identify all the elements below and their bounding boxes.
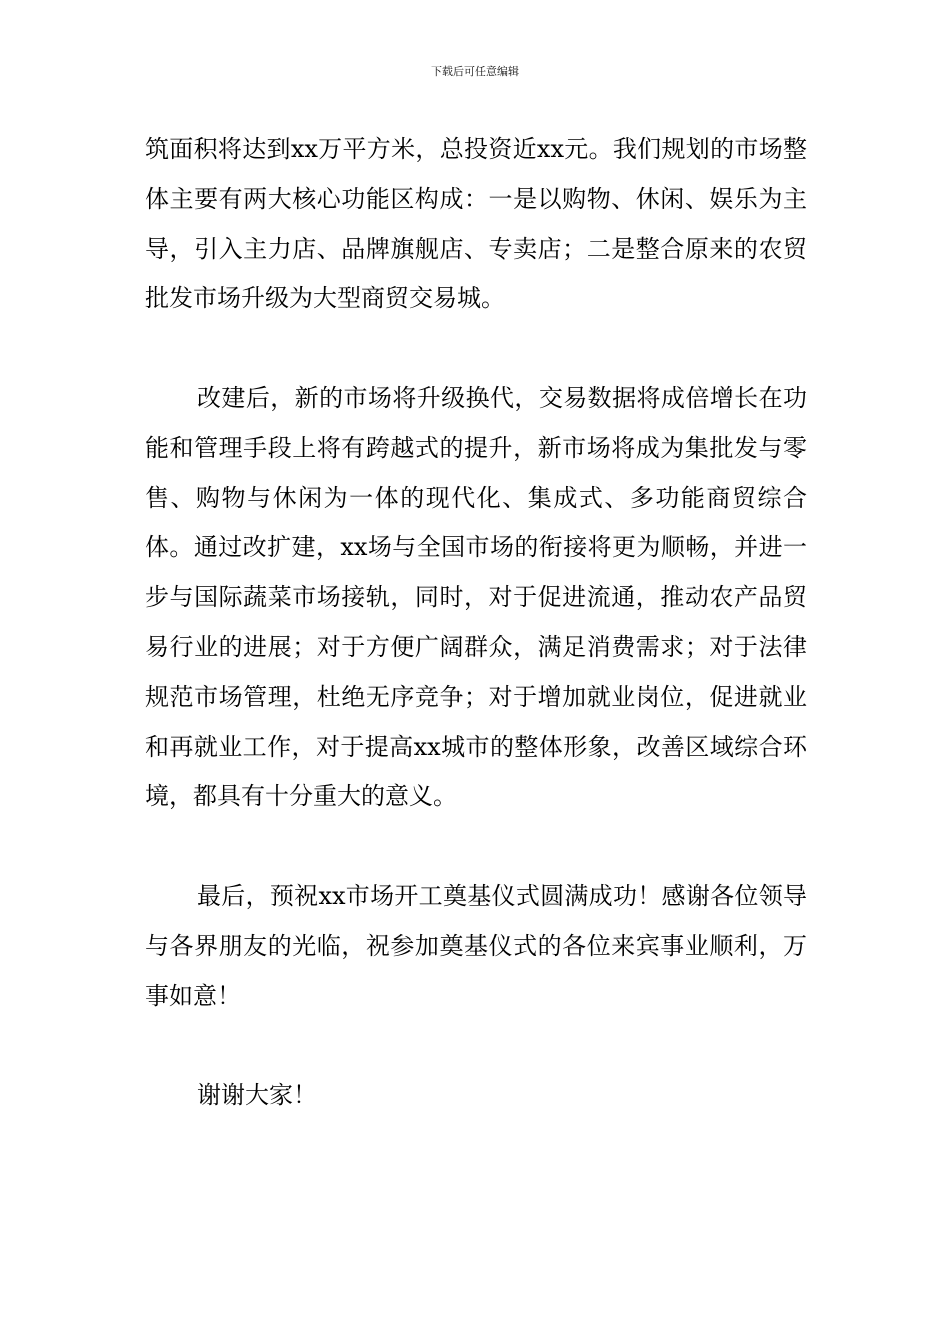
paragraph-renovation: 改建后，新的市场将升级换代，交易数据将成倍增长在功能和管理手段上将有跨越式的提升，新市场将成为集批发与零售、购物与休闲为一体的现代化、集成式、多功能商贸综合体。通过改扩建，xx场与全国市场的衔接将更为顺畅，并进一步与国际蔬菜市场接轨，同时，对于促进流通，推动农产品贸易行业的进展；对于方便广阔群众，满足消费需求；对于法律规范市场管理，杜绝无序竞争；对于增加就业岗位，促进就业和再就业工作，对于提高xx城市的整体形象，改善区域综合环境，都具有十分重大的意义。 <box>145 383 807 811</box>
paragraph-continuation: 筑面积将达到xx万平方米，总投资近xx元。我们规划的市场整体主要有两大核心功能区构成：一是以购物、休闲、娱乐为主导，引入主力店、品牌旗舰店、专卖店；二是整合原来的农贸批发市场升级为大型商贸交易城。 <box>145 135 807 313</box>
header-note: 下载后可任意编辑 <box>431 65 519 78</box>
document-body <box>145 125 807 1121</box>
paragraph-gap <box>145 1021 807 1071</box>
paragraph-closing-wish: 最后，预祝xx市场开工奠基仪式圆满成功！感谢各位领导与各界朋友的光临，祝参加奠基仪式的各位来宾事业顺利，万事如意！ <box>145 881 807 1010</box>
paragraph-gap <box>145 822 807 872</box>
paragraph-thanks: 谢谢大家！ <box>197 1081 317 1110</box>
paragraph-gap <box>145 324 807 374</box>
